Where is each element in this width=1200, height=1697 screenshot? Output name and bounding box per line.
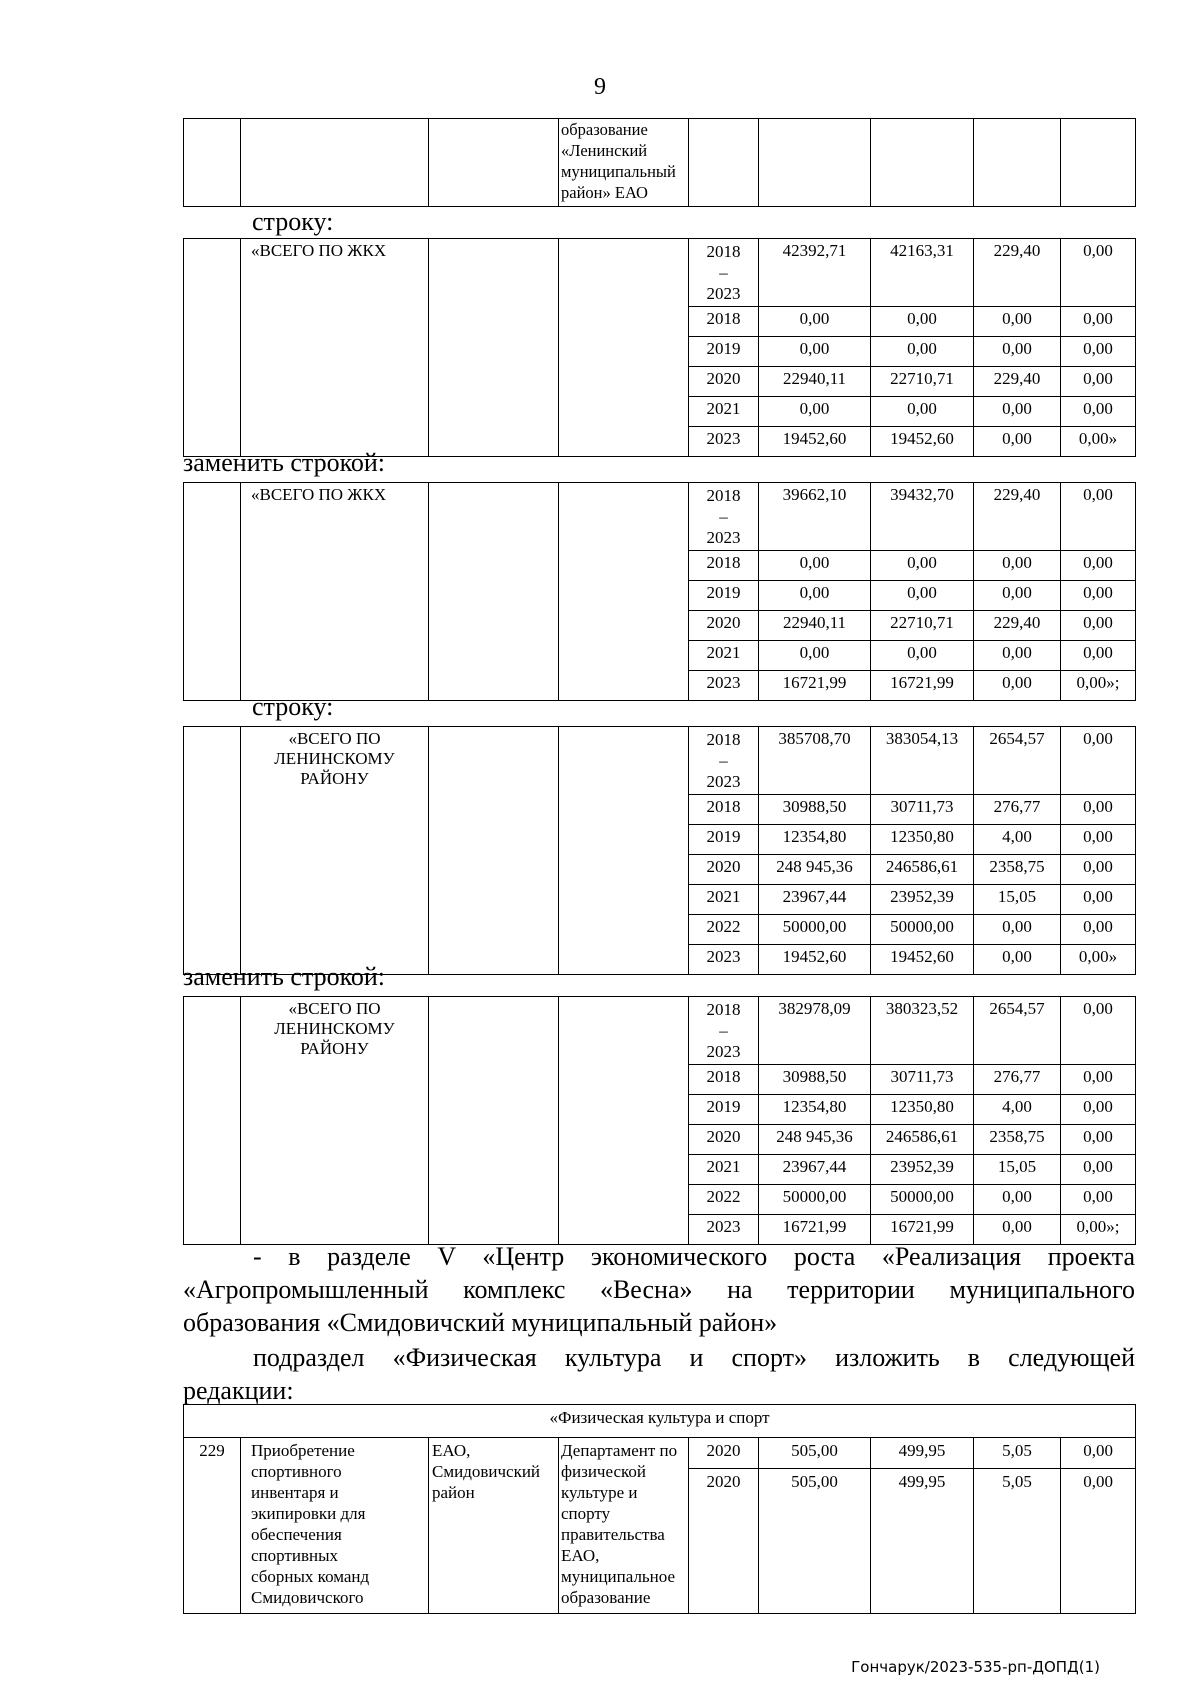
cell-place <box>429 727 559 975</box>
sport-place <box>429 1438 559 1614</box>
cell-v1: 383054,13 <box>871 727 974 795</box>
year-range-part: – <box>719 263 728 282</box>
cell-v1: 246586,61 <box>871 855 974 885</box>
cell-v1: 19452,60 <box>871 427 974 457</box>
cell-num <box>184 239 241 457</box>
name-line: Приобретение <box>251 1441 355 1460</box>
cell-v2: 0,00 <box>974 915 1061 945</box>
sport-v2: 5,05 <box>974 1469 1061 1614</box>
cell-v1: 0,00 <box>871 581 974 611</box>
label-replace-2: заменить строкой: <box>183 962 386 991</box>
cell-total: 0,00 <box>759 551 871 581</box>
budget-table <box>183 726 1136 975</box>
executor-line: правительства <box>561 1525 665 1544</box>
cell-v1: 23952,39 <box>871 1155 974 1185</box>
cell-v2: 4,00 <box>974 1095 1061 1125</box>
cell-v2: 2654,57 <box>974 997 1061 1065</box>
cell-total: 39662,10 <box>759 483 871 551</box>
title-line: ЛЕНИНСКОМУ <box>274 1019 395 1038</box>
cell-v1: 0,00 <box>871 641 974 671</box>
executor-line: физической <box>561 1462 646 1481</box>
cell-total: 23967,44 <box>759 885 871 915</box>
cell-total: 382978,09 <box>759 997 871 1065</box>
cell-year: 2023 <box>689 945 759 975</box>
budget-table <box>183 996 1136 1245</box>
cell-year: 2021 <box>689 641 759 671</box>
cell-v1: 16721,99 <box>871 671 974 701</box>
cell-v2: 0,00 <box>974 307 1061 337</box>
sport-year: 2020 <box>689 1438 759 1469</box>
cell-v2: 229,40 <box>974 367 1061 397</box>
executor-line: муниципальный <box>561 162 676 181</box>
cell-v2: 4,00 <box>974 825 1061 855</box>
cell-v1: 50000,00 <box>871 1185 974 1215</box>
cell-year: 2020 <box>689 1125 759 1155</box>
label-row-1: строку: <box>252 207 334 236</box>
cell-executor <box>559 997 689 1245</box>
cell-year: 2022 <box>689 1185 759 1215</box>
executor-line: «Ленинский <box>561 141 648 160</box>
cell-v3: 0,00 <box>1061 239 1136 307</box>
place-line: район <box>432 1483 475 1502</box>
cell-v3 <box>1061 119 1136 207</box>
cell-total: 19452,60 <box>759 427 871 457</box>
cell-v2: 0,00 <box>974 945 1061 975</box>
cell-year: 2020 <box>689 611 759 641</box>
cell-total: 42392,71 <box>759 239 871 307</box>
cell-v1: 30711,73 <box>871 1065 974 1095</box>
cell-v2: 276,77 <box>974 1065 1061 1095</box>
cell-v3: 0,00 <box>1061 1095 1136 1125</box>
cell-v3: 0,00 <box>1061 641 1136 671</box>
executor-line: Департамент по <box>561 1441 678 1460</box>
executor-line: спорту <box>561 1504 611 1523</box>
executor-line: образование <box>561 1588 651 1607</box>
cell-total: 22940,11 <box>759 367 871 397</box>
sport-v1: 499,95 <box>871 1438 974 1469</box>
cell-total: 0,00 <box>759 641 871 671</box>
cell-year: 2021 <box>689 1155 759 1185</box>
cell-total: 248 945,36 <box>759 1125 871 1155</box>
name-line: спортивных <box>251 1546 338 1565</box>
cell-v3: 0,00 <box>1061 855 1136 885</box>
cell-year <box>689 119 759 207</box>
place-line: Смидовичский <box>432 1462 541 1481</box>
cell-v1: 42163,31 <box>871 239 974 307</box>
executor-line: культуре и <box>561 1483 638 1502</box>
cell-v1: 22710,71 <box>871 611 974 641</box>
cell-v1: 12350,80 <box>871 1095 974 1125</box>
cell-v2 <box>974 119 1061 207</box>
cell-year: 2018 <box>689 307 759 337</box>
cell-year: 2021 <box>689 885 759 915</box>
cell-v3: 0,00 <box>1061 825 1136 855</box>
cell-v1: 19452,60 <box>871 945 974 975</box>
sport-name <box>241 1438 429 1614</box>
year-range-part: 2023 <box>706 528 741 547</box>
para-line: подраздел «Физическая культура и спорт» изложить в следующей <box>253 1343 1135 1372</box>
year-range-part: 2018 <box>706 1000 741 1019</box>
cell-v3: 0,00 <box>1061 551 1136 581</box>
sport-v3: 0,00 <box>1061 1469 1136 1614</box>
cell-year: 2021 <box>689 397 759 427</box>
title-line: ЛЕНИНСКОМУ <box>274 749 395 768</box>
cell-total: 0,00 <box>759 581 871 611</box>
cell-year: 2022 <box>689 915 759 945</box>
cell-v3: 0,00»; <box>1061 1215 1136 1245</box>
continued-table <box>183 118 1136 207</box>
label-replace-1: заменить строкой: <box>183 448 386 477</box>
place-line: ЕАО, <box>432 1441 471 1460</box>
cell-total: 16721,99 <box>759 671 871 701</box>
cell-v1: 12350,80 <box>871 825 974 855</box>
year-range-part: 2018 <box>706 242 741 261</box>
cell-v3: 0,00 <box>1061 1125 1136 1155</box>
year-range-part: 2023 <box>706 772 741 791</box>
executor-line: образование <box>561 120 648 139</box>
cell-v3: 0,00»; <box>1061 671 1136 701</box>
cell-v2: 2654,57 <box>974 727 1061 795</box>
cell-executor <box>559 727 689 975</box>
cell-total: 0,00 <box>759 337 871 367</box>
cell-total: 385708,70 <box>759 727 871 795</box>
year-range-part: – <box>719 1021 728 1040</box>
year-range-part: 2023 <box>706 284 741 303</box>
cell-v1: 23952,39 <box>871 885 974 915</box>
cell-v3: 0,00» <box>1061 427 1136 457</box>
cell-v1: 0,00 <box>871 307 974 337</box>
cell-total: 19452,60 <box>759 945 871 975</box>
cell-total: 30988,50 <box>759 1065 871 1095</box>
cell-v2: 0,00 <box>974 427 1061 457</box>
cell-year: 2019 <box>689 825 759 855</box>
cell-num <box>184 727 241 975</box>
sport-total: 505,00 <box>759 1438 871 1469</box>
cell-year: 2018 <box>689 551 759 581</box>
cell-title <box>241 997 429 1245</box>
cell-total: 12354,80 <box>759 825 871 855</box>
cell-year: 2019 <box>689 1095 759 1125</box>
cell-v3: 0,00 <box>1061 397 1136 427</box>
cell-v3: 0,00 <box>1061 997 1136 1065</box>
cell-year-range <box>689 483 759 551</box>
cell-total: 30988,50 <box>759 795 871 825</box>
document-footer: Гончарук/2023-535-рп-ДОПД(1) <box>851 1658 1100 1676</box>
title-line: «ВСЕГО ПО ЖКХ <box>251 241 387 260</box>
paragraph-section-v <box>183 1240 1135 1339</box>
cell-v2: 0,00 <box>974 641 1061 671</box>
cell-v3: 0,00» <box>1061 945 1136 975</box>
cell-executor <box>559 483 689 701</box>
cell-year-range <box>689 727 759 795</box>
title-line: РАЙОНУ <box>300 769 369 788</box>
year-range-part: 2018 <box>706 486 741 505</box>
name-line: сборных команд <box>251 1567 370 1586</box>
cell-v3: 0,00 <box>1061 1185 1136 1215</box>
name-line: Смидовичского <box>251 1588 364 1607</box>
cell-executor <box>559 239 689 457</box>
year-range-part: – <box>719 751 728 770</box>
cell-total: 50000,00 <box>759 915 871 945</box>
cell-v2: 0,00 <box>974 551 1061 581</box>
budget-table <box>183 482 1136 701</box>
cell-year-range <box>689 239 759 307</box>
cell-v1: 16721,99 <box>871 1215 974 1245</box>
cell-total: 16721,99 <box>759 1215 871 1245</box>
budget-table <box>183 238 1136 457</box>
cell-v1: 380323,52 <box>871 997 974 1065</box>
cell-v1: 0,00 <box>871 551 974 581</box>
cell-v1: 0,00 <box>871 397 974 427</box>
cell-total: 248 945,36 <box>759 855 871 885</box>
cell-year-range <box>689 997 759 1065</box>
sport-header: «Физическая культура и спорт <box>184 1405 1136 1438</box>
cell-v3: 0,00 <box>1061 611 1136 641</box>
sport-total: 505,00 <box>759 1469 871 1614</box>
executor-line: ЕАО, <box>561 1546 600 1565</box>
name-line: инвентаря и <box>251 1483 339 1502</box>
cell-year: 2023 <box>689 671 759 701</box>
cell-year: 2023 <box>689 1215 759 1245</box>
cell-title <box>241 727 429 975</box>
cell-v2: 0,00 <box>974 397 1061 427</box>
cell-v1: 50000,00 <box>871 915 974 945</box>
year-range-part: 2018 <box>706 730 741 749</box>
name-line: обеспечения <box>251 1525 342 1544</box>
cell-total: 22940,11 <box>759 611 871 641</box>
cell-v2: 0,00 <box>974 1215 1061 1245</box>
cell-v2: 15,05 <box>974 1155 1061 1185</box>
cell-v1: 39432,70 <box>871 483 974 551</box>
cell-place <box>429 239 559 457</box>
cell-v3: 0,00 <box>1061 885 1136 915</box>
cell-year: 2020 <box>689 855 759 885</box>
cell-v2: 15,05 <box>974 885 1061 915</box>
cell-num <box>184 119 241 207</box>
cell-total: 23967,44 <box>759 1155 871 1185</box>
cell-v3: 0,00 <box>1061 307 1136 337</box>
page-number: 9 <box>594 74 606 100</box>
cell-num <box>184 997 241 1245</box>
cell-v2: 0,00 <box>974 671 1061 701</box>
cell-year: 2019 <box>689 337 759 367</box>
cell-total <box>759 119 871 207</box>
title-line: «ВСЕГО ПО ЖКХ <box>251 485 387 504</box>
cell-place <box>429 483 559 701</box>
cell-v3: 0,00 <box>1061 915 1136 945</box>
year-range-part: 2023 <box>706 1042 741 1061</box>
cell-v1: 0,00 <box>871 337 974 367</box>
para-line: образования «Смидовичский муниципальный район» <box>183 1308 778 1337</box>
cell-v3: 0,00 <box>1061 1155 1136 1185</box>
cell-v3: 0,00 <box>1061 1065 1136 1095</box>
sport-v3: 0,00 <box>1061 1438 1136 1469</box>
cell-total: 50000,00 <box>759 1185 871 1215</box>
executor-line: муниципальное <box>561 1567 676 1586</box>
cell-total: 0,00 <box>759 307 871 337</box>
cell-v1: 246586,61 <box>871 1125 974 1155</box>
cell-title <box>241 483 429 701</box>
cell-v1 <box>871 119 974 207</box>
para-line: - в разделе V «Центр экономического роста «Реализация проекта <box>253 1242 1135 1271</box>
cell-v3: 0,00 <box>1061 727 1136 795</box>
title-line: РАЙОНУ <box>300 1039 369 1058</box>
cell-v3: 0,00 <box>1061 367 1136 397</box>
cell-v2: 0,00 <box>974 337 1061 367</box>
para-line: «Агропромышленный комплекс «Весна» на территории муниципального <box>183 1275 1135 1304</box>
cell-total: 0,00 <box>759 397 871 427</box>
cell-v2: 0,00 <box>974 581 1061 611</box>
cell-v2: 229,40 <box>974 611 1061 641</box>
cell-v2: 2358,75 <box>974 1125 1061 1155</box>
para-line: редакции: <box>183 1376 294 1405</box>
name-line: экипировки для <box>251 1504 366 1523</box>
cell-v2: 229,40 <box>974 483 1061 551</box>
cell-year: 2018 <box>689 795 759 825</box>
cell-year: 2020 <box>689 367 759 397</box>
cell-executor <box>559 119 689 207</box>
year-range-part: – <box>719 507 728 526</box>
cell-name <box>241 119 429 207</box>
cell-year: 2019 <box>689 581 759 611</box>
cell-year: 2018 <box>689 1065 759 1095</box>
cell-v2: 229,40 <box>974 239 1061 307</box>
sport-year: 2020 <box>689 1469 759 1614</box>
cell-v3: 0,00 <box>1061 337 1136 367</box>
label-row-2: строку: <box>252 692 334 721</box>
cell-v1: 22710,71 <box>871 367 974 397</box>
cell-total: 12354,80 <box>759 1095 871 1125</box>
executor-line: район» ЕАО <box>561 183 648 202</box>
cell-place <box>429 997 559 1245</box>
sport-num: 229 <box>184 1438 241 1614</box>
cell-v3: 0,00 <box>1061 795 1136 825</box>
sport-v1: 499,95 <box>871 1469 974 1614</box>
title-line: «ВСЕГО ПО <box>288 999 381 1018</box>
cell-v1: 30711,73 <box>871 795 974 825</box>
cell-place <box>429 119 559 207</box>
sport-executor <box>559 1438 689 1614</box>
sport-v2: 5,05 <box>974 1438 1061 1469</box>
cell-year: 2023 <box>689 427 759 457</box>
sport-table <box>183 1404 1136 1614</box>
title-line: «ВСЕГО ПО <box>288 729 381 748</box>
paragraph-subsection <box>183 1341 1135 1407</box>
cell-v2: 0,00 <box>974 1185 1061 1215</box>
cell-v3: 0,00 <box>1061 483 1136 551</box>
cell-v3: 0,00 <box>1061 581 1136 611</box>
cell-num <box>184 483 241 701</box>
cell-title <box>241 239 429 457</box>
cell-v2: 276,77 <box>974 795 1061 825</box>
name-line: спортивного <box>251 1462 342 1481</box>
cell-v2: 2358,75 <box>974 855 1061 885</box>
